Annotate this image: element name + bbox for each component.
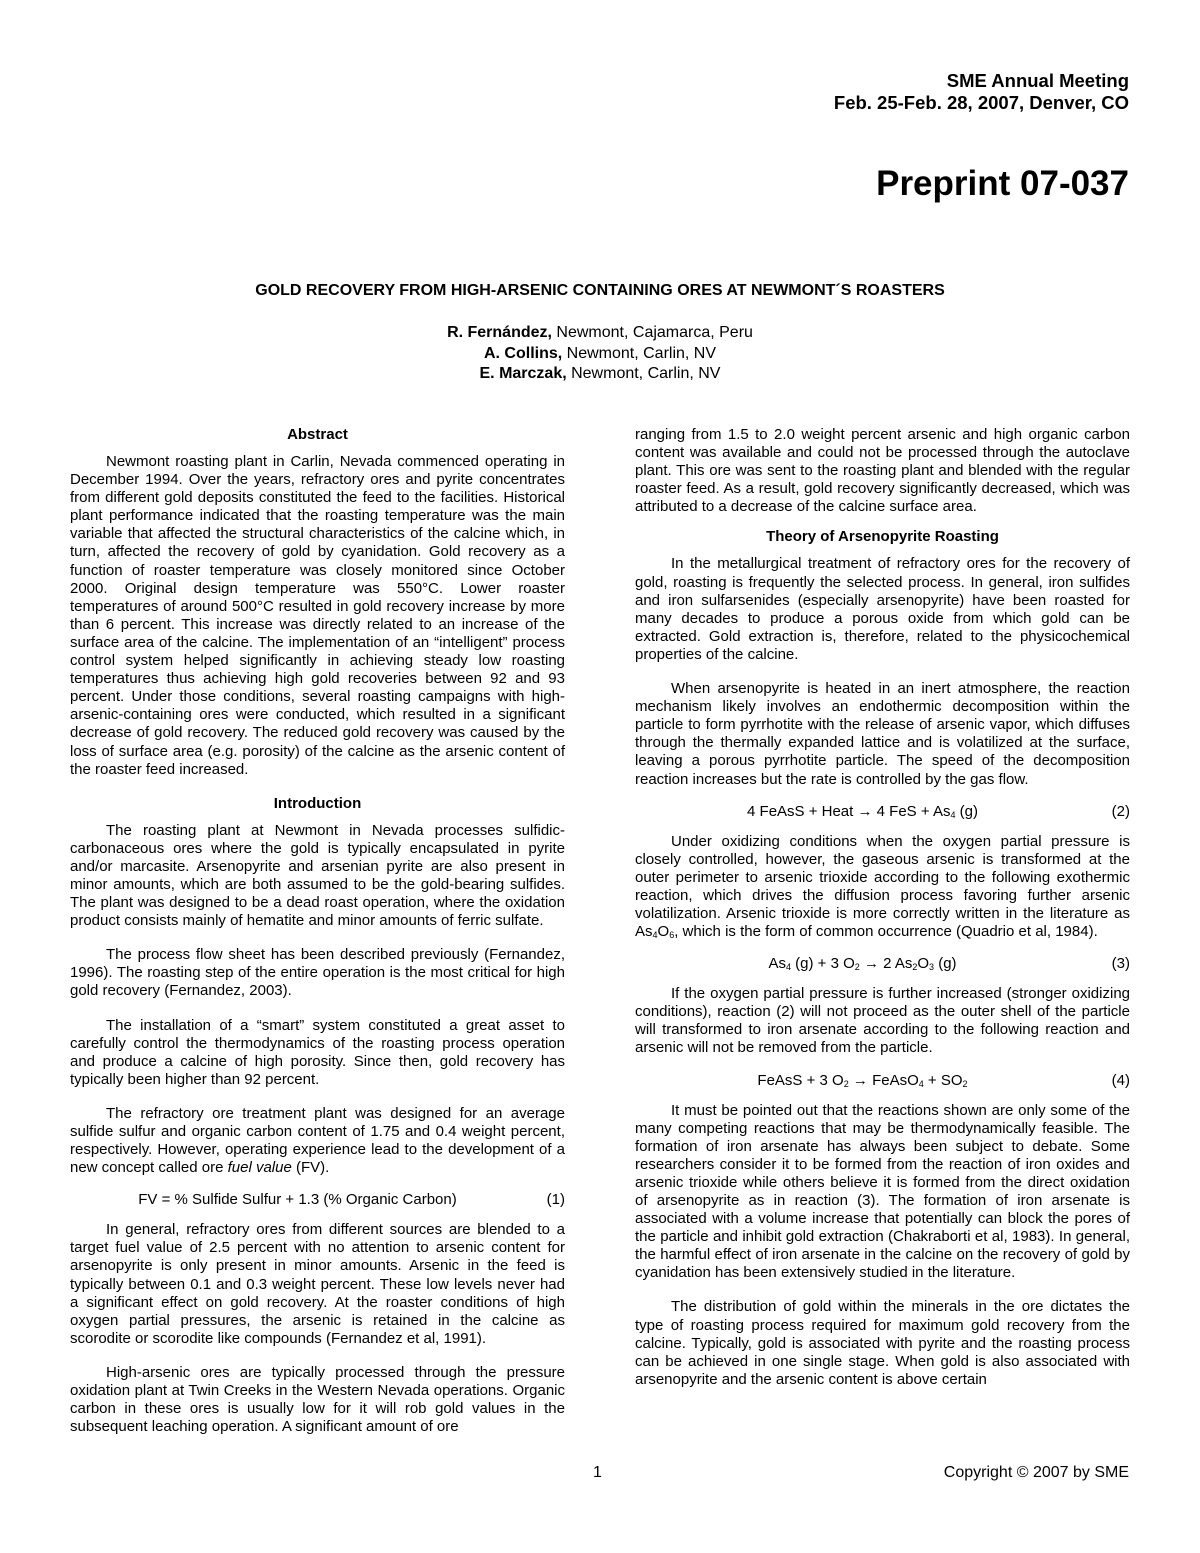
- subscript: 6: [669, 930, 675, 941]
- author: [0, 364, 1200, 385]
- body-paragraph: [635, 833, 1130, 942]
- abstract-paragraph: Newmont roasting plant in Carlin, Nevada commenced operating in December 1994. Over the years, refractory ores and pyrite concentrates from different gold deposits constituted the feed to the facilities. Historical plant performance indicated that the roasting temperature was the main variable that affected the structural characteristics of the calcine which, in turn, affected the recovery of gold by cyanidation. Gold recovery as a function of roaster temperature was closely monitored since October 2000. Original design temperature was 550°C. Lower roaster temperatures of around 500°C resulted in gold recovery increase by more than 6 percent. This increase was directly related to an increase of the surface area of the calcine. The implementation of an “intelligent” process control system helped significantly in achieving steady low roasting temperatures thus achieving high gold recoveries between 92 and 93 percent. Under those conditions, several roasting campaigns with high-arsenic-containing ores were conducted, which resulted in a significant decrease of gold recovery. The reduced gold recovery was caused by the loss of surface area (e.g. porosity) of the calcine as the arsenic content of the roaster feed increased.: [70, 453, 565, 778]
- equation-text: FV = % Sulfide Sulfur + 1.3 (% Organic Carbon): [138, 1191, 457, 1209]
- meeting-info: [834, 70, 1129, 114]
- text-run: (g): [934, 955, 957, 973]
- meeting-name: SME Annual Meeting: [946, 70, 1129, 91]
- subscript: 4: [785, 962, 791, 973]
- subscript: 2: [843, 1078, 849, 1089]
- equation-number: (2): [1111, 802, 1130, 820]
- equation-4: [635, 1072, 1130, 1090]
- equation-text: [635, 955, 1090, 973]
- text-run: (FV).: [291, 1159, 330, 1177]
- subscript: 4: [652, 930, 658, 941]
- body-paragraph: [70, 1105, 565, 1177]
- subscript: 4: [918, 1078, 924, 1089]
- body-paragraph: The roasting plant at Newmont in Nevada processes sulfidic-carbonaceous ores where the gold is typically encapsulated in pyrite and/or marcasite. Arsenopyrite and arsenian pyrite are also present in minor amounts, which are both assumed to be the gold-bearing sulfides. The plant was designed to be a dead roast operation, where the oxidation product consists mainly of hematite and minor amounts of ferric sulfate.: [70, 821, 565, 930]
- page-number: 1: [593, 1464, 602, 1481]
- text-run: (g) + 3 O: [791, 955, 855, 973]
- author: [0, 344, 1200, 365]
- equation-number: (3): [1111, 955, 1130, 973]
- body-paragraph: When arsenopyrite is heated in an inert atmosphere, the reaction mechanism likely involves an endothermic decomposition within the particle to form pyrrhotite with the release of arsenic vapor, which diffuses through the thermally expanded lattice and is volatilized at the surface, leaving a porous pyrrhotite particle. The speed of the decomposition reaction increases but the rate is controlled by the gas flow.: [635, 680, 1130, 788]
- body-paragraph: ranging from 1.5 to 2.0 weight percent arsenic and high organic carbon content was available and could not be processed through the autoclave plant. This ore was sent to the roasting plant and blended with the regular roaster feed. As a result, gold recovery significantly decreased, which was attributed to a decrease of the calcine surface area.: [635, 426, 1130, 516]
- body-paragraph: The process flow sheet has been described previously (Fernandez, 1996). The roasting step of the entire operation is the most critical for high gold recovery (Fernandez, 2003).: [70, 946, 565, 1000]
- meeting-dates: Feb. 25-Feb. 28, 2007, Denver, CO: [833, 92, 1129, 113]
- text-run: → 2 As: [859, 955, 913, 973]
- equation-1: [70, 1191, 565, 1209]
- text-run: (g): [955, 802, 978, 820]
- author-affiliation: Newmont, Cajamarca, Peru: [551, 324, 753, 341]
- equation-3: [635, 955, 1130, 973]
- body-paragraph: The installation of a “smart” system constituted a great asset to carefully control the thermodynamics of the roasting process operation and produce a calcine of high porosity. Since then, gold recovery has typically been higher than 92 percent.: [70, 1016, 565, 1088]
- body-paragraph: In the metallurgical treatment of refractory ores for the recovery of gold, roasting is frequently the selected process. In general, iron sulfides and iron sulfarsenides (especially arsenopyrite) have been roasted for many decades to produce a porous oxide from which gold can be extracted. Gold extraction is, therefore, related to the physicochemical properties of the calcine.: [635, 555, 1130, 663]
- equation-text: [635, 803, 1090, 821]
- author-name: A. Collins,: [483, 344, 563, 362]
- text-run: FeAsS + 3 O: [757, 1071, 844, 1089]
- text-run: As: [768, 955, 786, 973]
- abstract-heading: Abstract: [287, 426, 348, 443]
- text-run: O: [657, 923, 670, 941]
- subscript: 2: [912, 962, 918, 973]
- author-affiliation: Newmont, Carlin, NV: [562, 344, 717, 362]
- paper-title: GOLD RECOVERY FROM HIGH-ARSENIC CONTAINING ORES AT NEWMONT´S ROASTERS: [255, 282, 945, 299]
- body-paragraph: If the oxygen partial pressure is further increased (stronger oxidizing conditions), reaction (2) will not proceed as the outer shell of the particle will transformed to iron arsenate according to the following reaction and arsenic will not be removed from the particle.: [635, 985, 1130, 1057]
- equation-number: (1): [546, 1191, 565, 1209]
- text-run: → FeAsO: [848, 1071, 919, 1089]
- equation-text: [635, 1072, 1090, 1090]
- theory-heading: Theory of Arsenopyrite Roasting: [766, 528, 999, 546]
- body-paragraph: The distribution of gold within the minerals in the ore dictates the type of roasting process required for maximum gold recovery from the calcine. Typically, gold is associated with pyrite and the roasting process can be achieved in one single stage. When gold is also associated with arsenopyrite and the arsenic content is above certain: [635, 1298, 1130, 1388]
- introduction-heading: Introduction: [273, 794, 362, 812]
- body-paragraph: It must be pointed out that the reactions shown are only some of the many competing reactions that may be thermodynamically feasible. The formation of iron arsenate has always been subject to debate. Some researchers consider it to be formed from the reaction of iron oxides and arsenic trioxide while others believe it is formed from the direct oxidation of arsenopyrite as in reaction (3). The formation of iron arsenate is associated with a volume increase that potentially can block the pores of the particle and inhibit gold extraction (Chakraborti et al, 1983). In general, the harmful effect of iron arsenate in the calcine on the recovery of gold by cyanidation has been extensively studied in the literature.: [635, 1101, 1130, 1282]
- text-run: The refractory ore treatment plant was designed for an average sulfide sulfur and organic carbon content of 1.75 and 0.4 weight percent, respectively. However, operating experience lead to the development of a new concept called ore: [70, 1104, 565, 1177]
- author-list: [0, 323, 1200, 385]
- text-run: 4 FeAsS + Heat → 4 FeS + As: [747, 802, 951, 820]
- subscript: 2: [962, 1078, 968, 1089]
- author: [0, 323, 1200, 344]
- subscript: 3: [929, 962, 935, 973]
- body-paragraph: In general, refractory ores from different sources are blended to a target fuel value of 2.5 percent with no attention to arsenic content for arsenopyrite is only present in minor amounts. Arsenic in the feed is typically between 0.1 and 0.3 weight percent. These low levels never had a significant effect on gold recovery. At the roaster conditions of high oxygen partial pressures, the arsenic is retained in the calcine as scorodite or scorodite like compounds (Fernandez et al, 1991).: [70, 1221, 565, 1347]
- author-name: E. Marczak,: [479, 365, 567, 382]
- text-run: Under oxidizing conditions when the oxygen partial pressure is closely controlled, however, the gaseous arsenic is transformed at the outer perimeter to arsenic trioxide according to the following exothermic reaction, which drives the diffusion process favoring further arsenic volatilization. Arsenic trioxide is more correctly written in the literature as As: [635, 832, 1130, 941]
- text-run: + SO: [923, 1071, 963, 1089]
- subscript: 4: [950, 809, 956, 820]
- copyright-notice: Copyright © 2007 by SME: [943, 1464, 1129, 1481]
- author-name: R. Fernández,: [447, 324, 552, 341]
- text-run: O: [917, 955, 930, 973]
- body-paragraph: High-arsenic ores are typically processed through the pressure oxidation plant at Twin Creeks in the Western Nevada operations. Organic carbon in these ores is usually low for it will rob gold values in the subsequent leaching operation. A significant amount of ore: [70, 1363, 565, 1436]
- preprint-number: Preprint 07-037: [876, 164, 1129, 203]
- equation-2: [635, 803, 1130, 821]
- author-affiliation: Newmont, Carlin, NV: [566, 365, 721, 382]
- equation-number: (4): [1111, 1071, 1130, 1089]
- left-column: [70, 426, 565, 1452]
- italic-term: fuel value: [227, 1159, 292, 1177]
- text-run: , which is the form of common occurrence (Quadrio et al, 1984).: [674, 923, 1098, 941]
- subscript: 2: [854, 962, 860, 973]
- right-column: [635, 426, 1130, 1405]
